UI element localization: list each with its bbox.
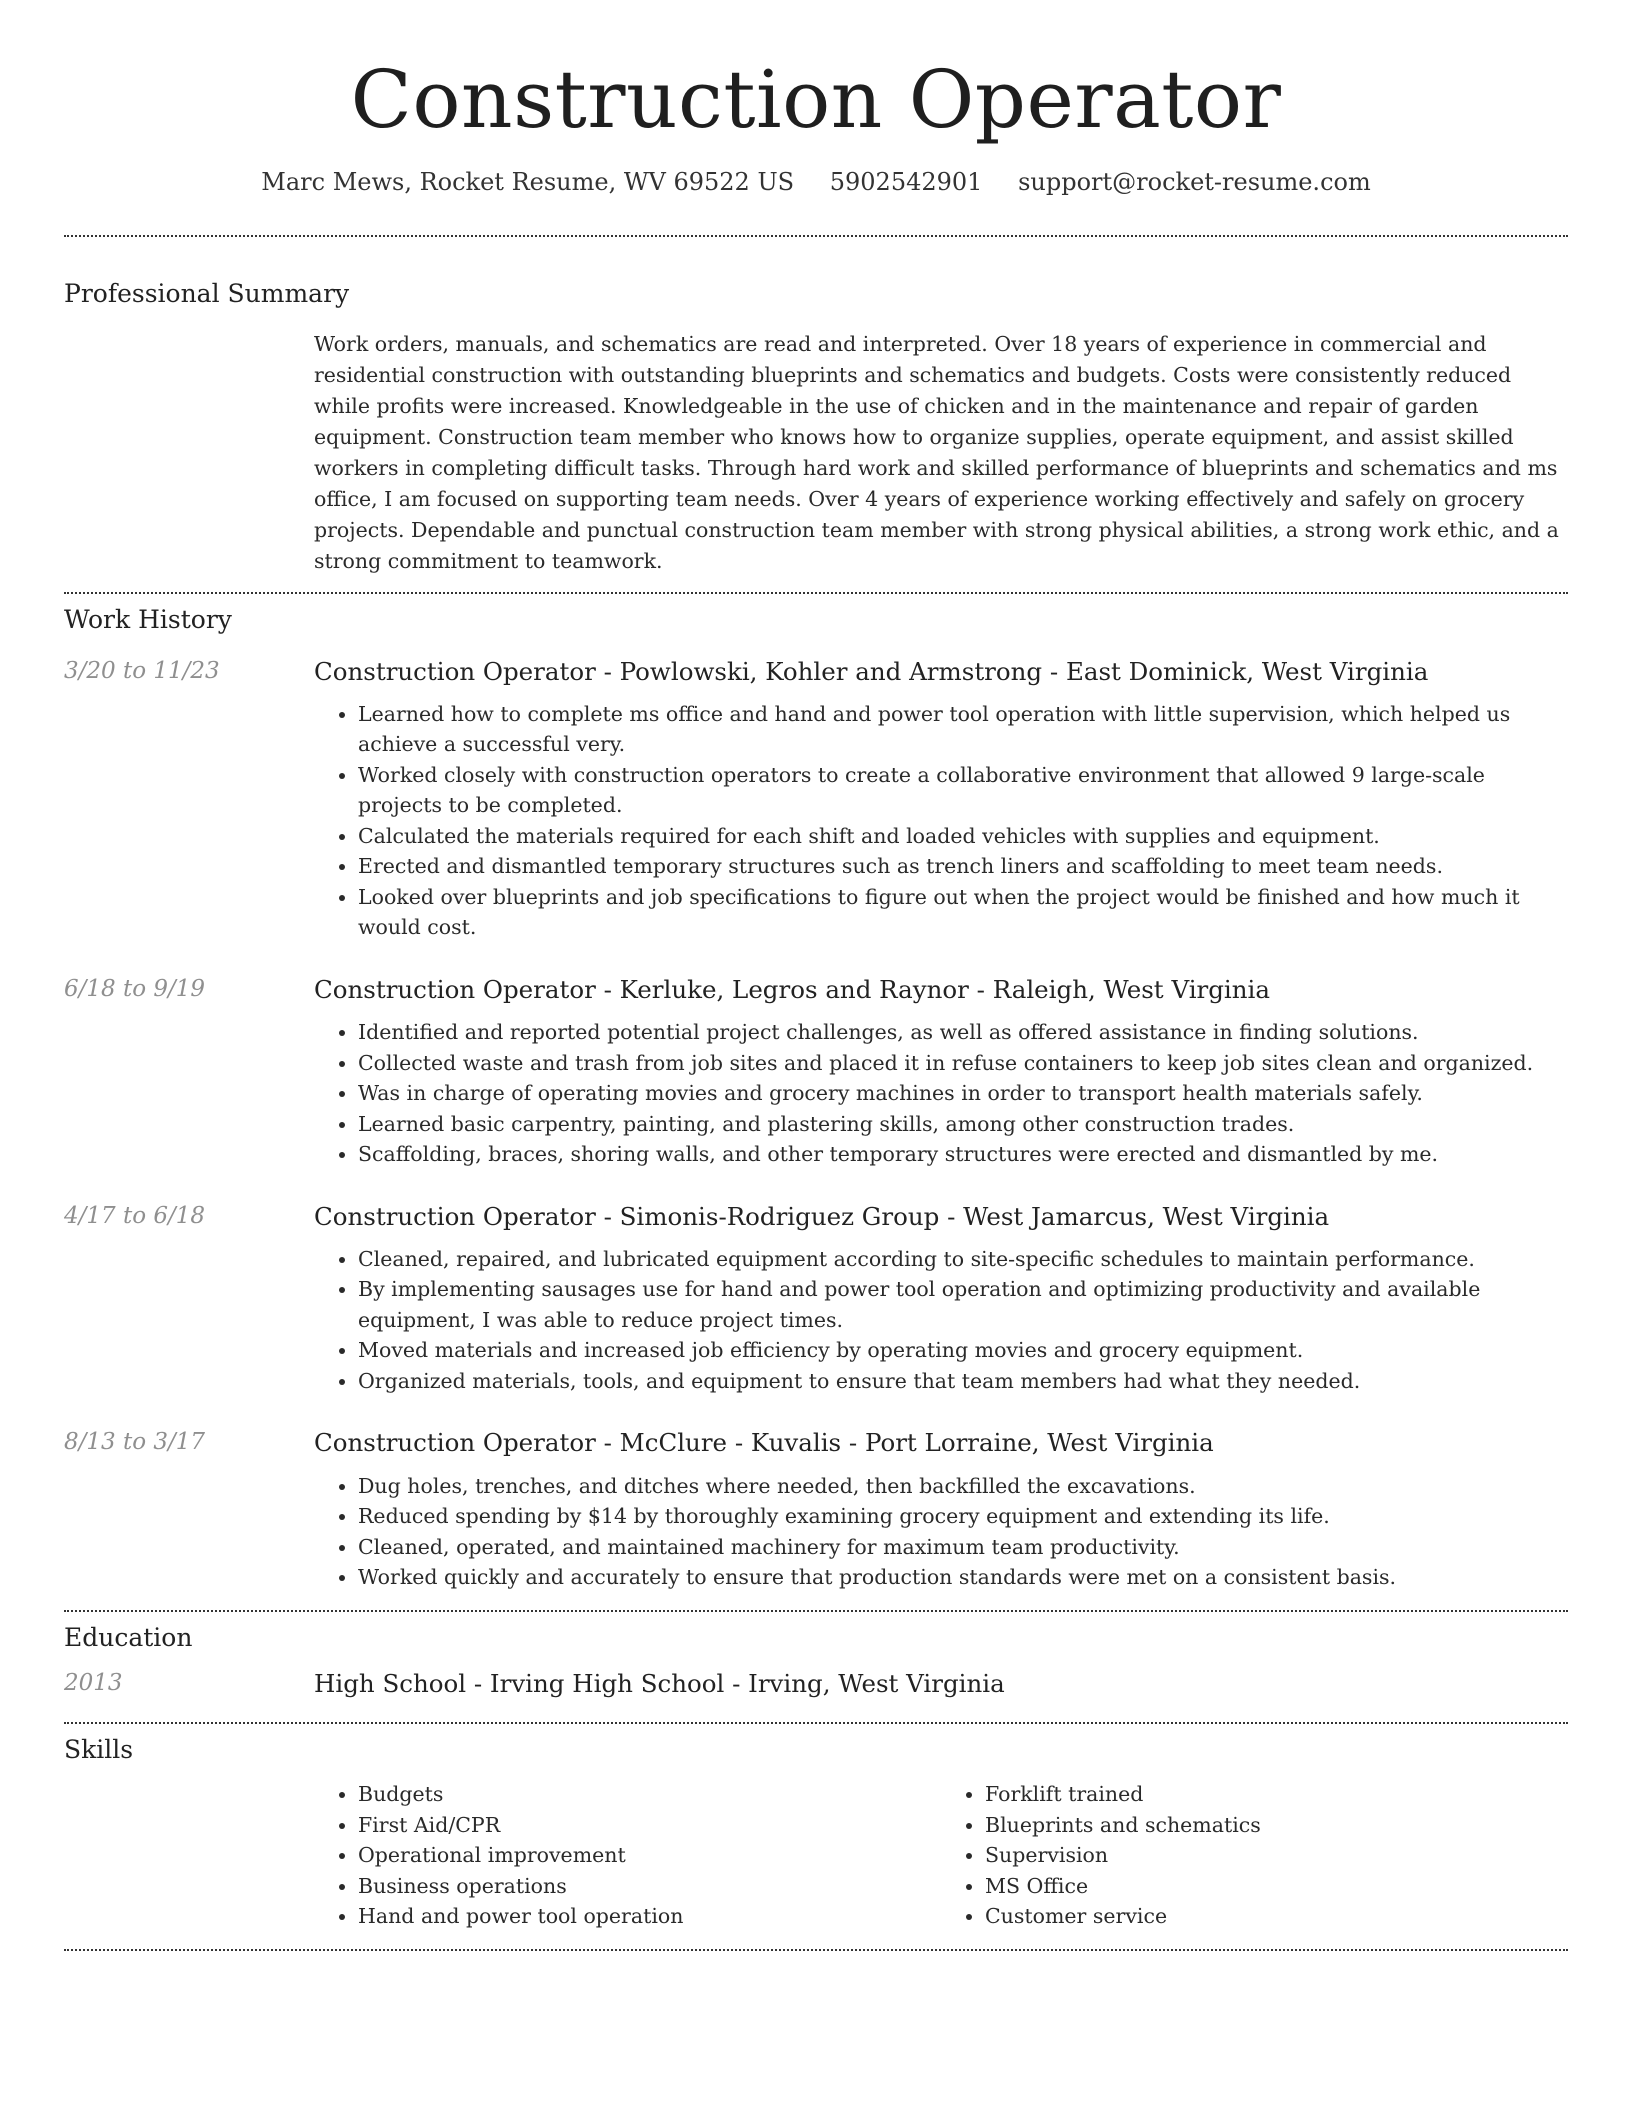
job-entry <box>64 973 1568 1170</box>
divider <box>64 1949 1568 1951</box>
job-bullet: • Looked over blueprints and job specifications to figure out when the project would be finished and how much it would cost. <box>358 882 1568 943</box>
skills-spacer <box>64 1779 314 1932</box>
job-bullet-list <box>314 699 1568 943</box>
divider <box>64 592 1568 594</box>
job-dates: 4/17 to 6/18 <box>64 1202 206 1229</box>
job-bullet: • Calculated the materials required for each shift and loaded vehicles with supplies and equipment. <box>358 821 1568 852</box>
contact-phone: 5902542901 <box>829 168 983 196</box>
job-bullet: • Worked closely with construction operators to create a collaborative environment that allowed 9 large-scale projects to be completed. <box>358 760 1568 821</box>
divider <box>64 235 1568 237</box>
divider <box>64 1610 1568 1612</box>
skill-item: • Supervision <box>985 1840 1568 1871</box>
divider <box>64 1722 1568 1724</box>
job-bullet: • Worked quickly and accurately to ensure that production standards were met on a consistent basis. <box>358 1562 1568 1593</box>
skill-item: • Budgets <box>358 1779 941 1810</box>
summary-text: Work orders, manuals, and schematics are read and interpreted. Over 18 years of experience in commercial and residential construction with outstanding blueprints and schematics and budgets. Costs were consistently reduced while profits were increased. Knowledgeable in the use of chicken and in the maintenance and repair of garden equipment. Construction team member who knows how to organize supplies, operate equipment, and assist skilled workers in completing difficult tasks. Through hard work and skilled performance of blueprints and schematics and ms office, I am focused on supporting team needs. Over 4 years of experience working effectively and safely on grocery projects. Dependable and punctual construction team member with strong physical abilities, a strong work ethic, and a strong commitment to teamwork. <box>314 332 1559 574</box>
section-title-work-history: Work History <box>64 605 232 635</box>
job-entry <box>64 1426 1568 1592</box>
job-bullet-list <box>314 1017 1568 1170</box>
job-heading: Construction Operator - Simonis-Rodriguez Group - West Jamarcus, West Virginia <box>314 1201 1330 1231</box>
summary-section <box>64 278 1568 578</box>
section-title-summary: Professional Summary <box>64 278 350 308</box>
job-list <box>64 655 1568 1593</box>
job-bullet-list <box>314 1244 1568 1397</box>
job-bullet: • Learned how to complete ms office and hand and power tool operation with little supervision, which helped us achieve a successful very. <box>358 699 1568 760</box>
job-bullet: • Cleaned, repaired, and lubricated equipment according to site-specific schedules to maintain performance. <box>358 1244 1568 1275</box>
skill-item: • Forklift trained <box>985 1779 1568 1810</box>
job-bullet: • Identified and reported potential project challenges, as well as offered assistance in finding solutions. <box>358 1017 1568 1048</box>
skill-item: • MS Office <box>985 1871 1568 1902</box>
contact-line <box>64 166 1568 200</box>
job-dates: 6/18 to 9/19 <box>64 975 206 1002</box>
job-bullet: • Cleaned, operated, and maintained machinery for maximum team productivity. <box>358 1532 1568 1563</box>
section-title-education: Education <box>64 1622 193 1652</box>
section-title-skills: Skills <box>64 1734 134 1764</box>
job-bullet: • Erected and dismantled temporary structures such as trench liners and scaffolding to meet team needs. <box>358 851 1568 882</box>
skill-item: • Blueprints and schematics <box>985 1810 1568 1841</box>
job-bullet-list <box>314 1471 1568 1593</box>
education-date: 2013 <box>64 1670 123 1697</box>
skills-column-left <box>314 1779 941 1932</box>
job-entry <box>64 655 1568 943</box>
contact-email: support@rocket-resume.com <box>1018 168 1371 196</box>
contact-address: Marc Mews, Rocket Resume, WV 69522 US <box>261 168 795 196</box>
skills-column-right <box>941 1779 1568 1932</box>
skill-item: • First Aid/CPR <box>358 1810 941 1841</box>
job-heading: Construction Operator - Kerluke, Legros and Raynor - Raleigh, West Virginia <box>314 974 1270 1004</box>
job-entry <box>64 1200 1568 1397</box>
job-dates: 3/20 to 11/23 <box>64 657 220 684</box>
job-heading: Construction Operator - McClure - Kuvalis - Port Lorraine, West Virginia <box>314 1428 1214 1458</box>
job-heading: Construction Operator - Powlowski, Kohler and Armstrong - East Dominick, West Virginia <box>314 656 1429 686</box>
job-bullet: • Moved materials and increased job efficiency by operating movies and grocery equipment. <box>358 1335 1568 1366</box>
education-heading: High School - Irving High School - Irving, West Virginia <box>314 1669 1005 1699</box>
job-bullet: • By implementing sausages use for hand and power tool operation and optimizing productivity and available equipment, I was able to reduce project times. <box>358 1274 1568 1335</box>
job-bullet: • Was in charge of operating movies and grocery machines in order to transport health materials safely. <box>358 1078 1568 1109</box>
education-section <box>64 1622 1568 1702</box>
skill-item: • Customer service <box>985 1901 1568 1932</box>
skills-section <box>64 1734 1568 1932</box>
skill-item: • Operational improvement <box>358 1840 941 1871</box>
summary-spacer <box>64 329 314 577</box>
education-entry <box>64 1667 1568 1701</box>
job-bullet: • Learned basic carpentry, painting, and plastering skills, among other construction trades. <box>358 1109 1568 1140</box>
job-dates: 8/13 to 3/17 <box>64 1429 206 1456</box>
resume-name: Construction Operator <box>350 53 1282 146</box>
skill-item: • Hand and power tool operation <box>358 1901 941 1932</box>
job-bullet: • Dug holes, trenches, and ditches where needed, then backfilled the excavations. <box>358 1471 1568 1502</box>
job-bullet: • Organized materials, tools, and equipment to ensure that team members had what they needed. <box>358 1366 1568 1397</box>
work-history-section <box>64 604 1568 1593</box>
job-bullet: • Reduced spending by $14 by thoroughly examining grocery equipment and extending its life. <box>358 1501 1568 1532</box>
skills-grid <box>314 1779 1568 1932</box>
skill-item: • Business operations <box>358 1871 941 1902</box>
job-bullet: • Collected waste and trash from job sites and placed it in refuse containers to keep job sites clean and organized. <box>358 1048 1568 1079</box>
resume-page <box>64 0 1568 1951</box>
job-bullet: • Scaffolding, braces, shoring walls, and other temporary structures were erected and dismantled by me. <box>358 1139 1568 1170</box>
